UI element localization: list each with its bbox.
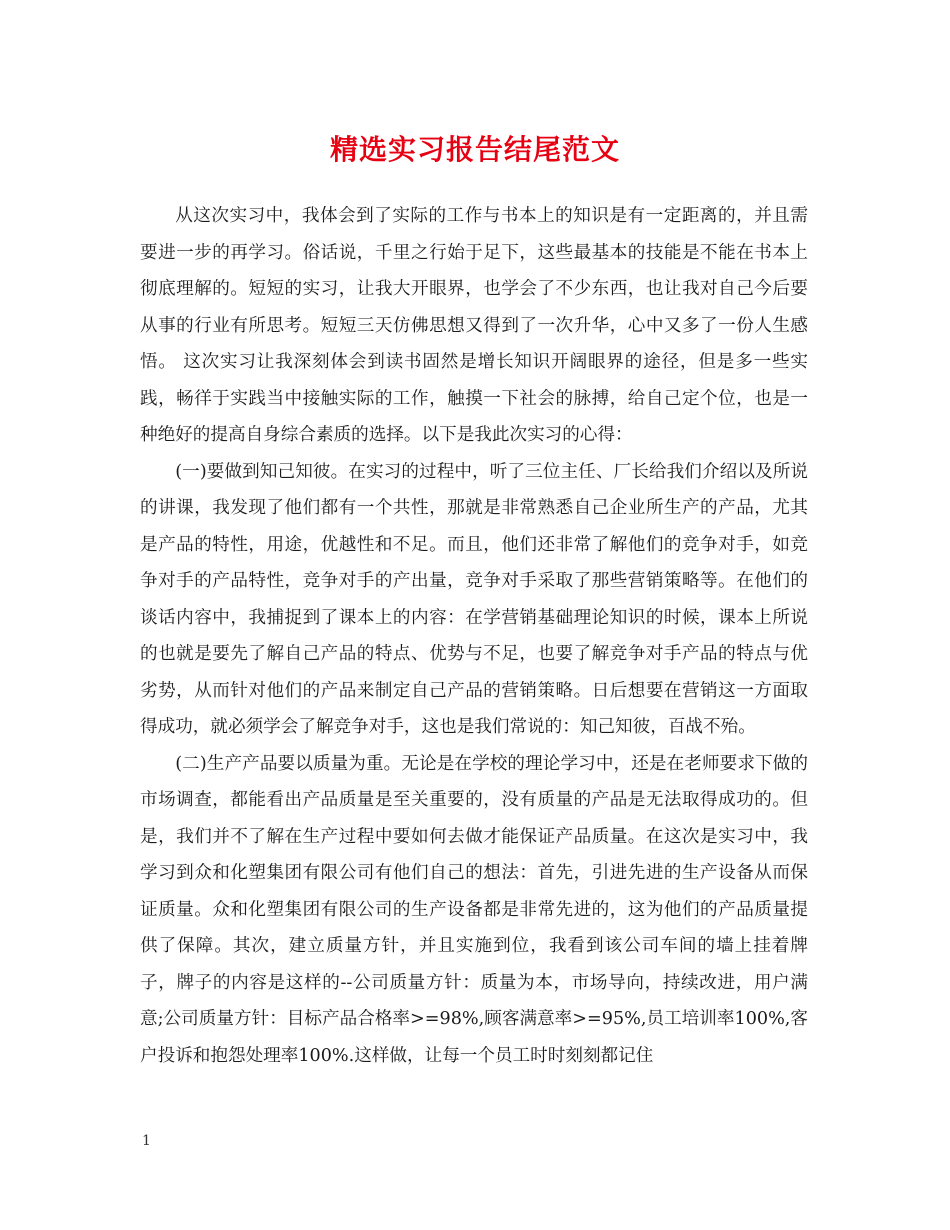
paragraph-quality: (二)生产产品要以质量为重。无论是在学校的理论学习中，还是在老师要求下做的市场调查，都能看出产品质量是至关重要的，没有质量的产品是无法取得成功的。但是，我们并不了解在生产过程中要如何去做才能保证产品质量。在这次是实习中，我学习到众和化塑集团有限公司有他们自己的想法：首先，引进先进的生产设备从而保证质量。众和化塑集团有限公司的生产设备都是非常先进的，这为他们的产品质量提供了保障。其次，建立质量方针，并且实施到位，我看到该公司车间的墙上挂着牌子，牌子的内容是这样的--公司质量方针：质量为本，市场导向，持续改进，用户满意;公司质量方针：目标产品合格率>=98%,顾客满意率>=95%,员工培训率100%,客户投诉和抱怨处理率100%.这样做，让每一个员工时时刻刻都记住 <box>140 753 808 1066</box>
document-body <box>140 198 808 1074</box>
page-number: 1 <box>142 1133 151 1149</box>
document-title: 精选实习报告结尾范文 <box>329 133 620 166</box>
paragraph-know-yourself: (一)要做到知己知彼。在实习的过程中，听了三位主任、厂长给我们介绍以及所说的讲课，我发现了他们都有一个共性，那就是非常熟悉自己企业所生产的产品，尤其是产品的特性，用途，优越性和不足。而且，他们还非常了解他们的竞争对手，如竞争对手的产品特性，竞争对手的产出量，竞争对手采取了那些营销策略等。在他们的谈话内容中，我捕捉到了课本上的内容：在学营销基础理论知识的时候，课本上所说的也就是要先了解自己产品的特点、优势与不足，也要了解竞争对手产品的特点与优劣势，从而针对他们的产品来制定自己产品的营销策略。日后想要在营销这一方面取得成功，就必须学会了解竞争对手，这也是我们常说的：知己知彼，百战不殆。 <box>140 461 808 737</box>
paragraph-intro: 从这次实习中，我体会到了实际的工作与书本上的知识是有一定距离的，并且需要进一步的再学习。俗话说，千里之行始于足下，这些最基本的技能是不能在书本上彻底理解的。短短的实习，让我大开眼界，也学会了不少东西，也让我对自己今后要从事的行业有所思考。短短三天仿佛思想又得到了一次升华，心中又多了一份人生感悟。 这次实习让我深刻体会到读书固然是增长知识开阔眼界的途径，但是多一些实践，畅徉于实践当中接触实际的工作，触摸一下社会的脉搏，给自己定个位，也是一种绝好的提高自身综合素质的选择。以下是我此次实习的心得： <box>140 206 808 445</box>
